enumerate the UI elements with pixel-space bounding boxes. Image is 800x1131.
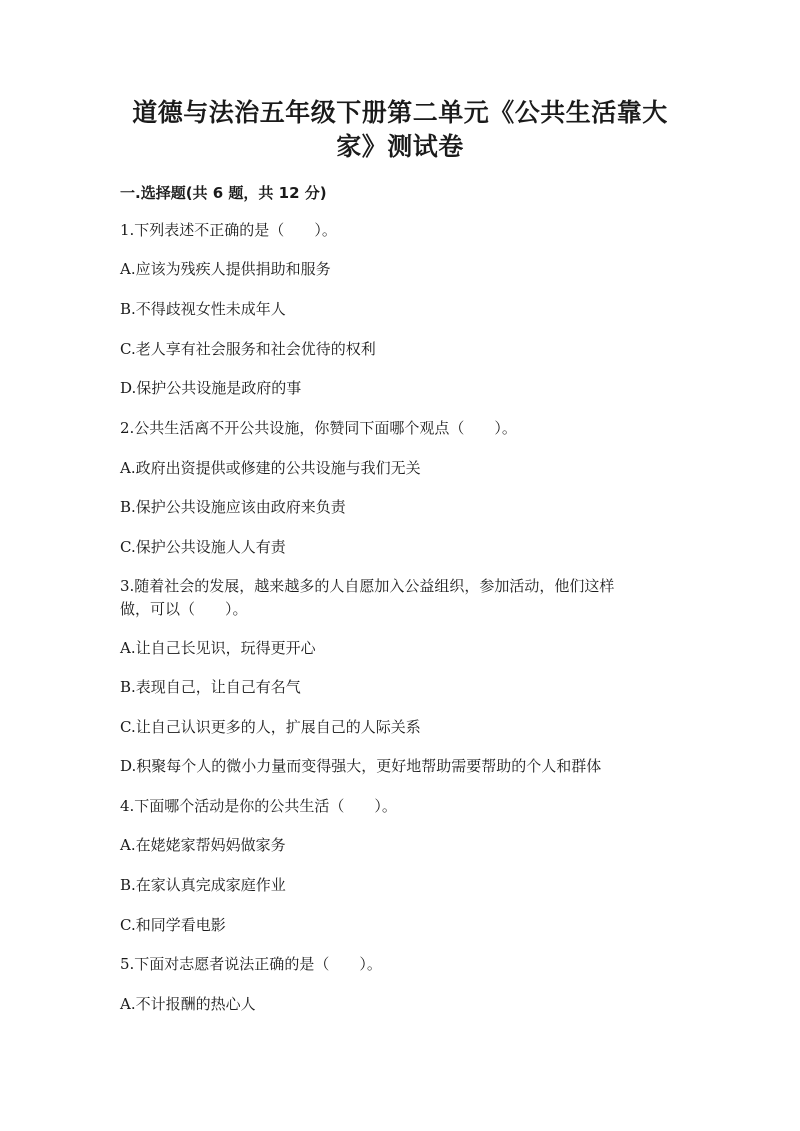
- document-title-line-2: 家》测试卷: [336, 132, 464, 161]
- question-4-stem: 4.下面哪个活动是你的公共生活（ ）。: [120, 797, 397, 815]
- question-3-stem-line-2: 做，可以（ ）。: [120, 600, 248, 618]
- question-2-option-b: B.保护公共设施应该由政府来负责: [120, 498, 346, 516]
- question-5-stem: 5.下面对志愿者说法正确的是（ ）。: [120, 955, 382, 973]
- question-5-option-a: A.不计报酬的热心人: [120, 995, 256, 1013]
- question-4-option-a: A.在姥姥家帮妈妈做家务: [120, 836, 286, 854]
- question-2-option-c: C.保护公共设施人人有责: [120, 538, 286, 556]
- section-heading: 一.选择题(共 6 题，共 12 分): [120, 184, 327, 202]
- question-4-option-c: C.和同学看电影: [120, 916, 226, 934]
- question-1-option-a: A.应该为残疾人提供捐助和服务: [120, 260, 331, 278]
- document-title-line-1: 道德与法治五年级下册第二单元《公共生活靠大: [132, 98, 668, 127]
- question-3-stem-line-1: 3.随着社会的发展，越来越多的人自愿加入公益组织，参加活动，他们这样: [120, 577, 615, 595]
- question-3-option-a: A.让自己长见识，玩得更开心: [120, 639, 316, 657]
- question-2-stem: 2.公共生活离不开公共设施，你赞同下面哪个观点（ ）。: [120, 419, 517, 437]
- question-3-option-c: C.让自己认识更多的人，扩展自己的人际关系: [120, 718, 421, 736]
- question-2-option-a: A.政府出资提供或修建的公共设施与我们无关: [120, 459, 421, 477]
- question-1-option-c: C.老人享有社会服务和社会优待的权利: [120, 340, 376, 358]
- question-1-option-b: B.不得歧视女性未成年人: [120, 300, 286, 318]
- question-4-option-b: B.在家认真完成家庭作业: [120, 876, 286, 894]
- question-3-option-b: B.表现自己，让自己有名气: [120, 678, 301, 696]
- question-1-option-d: D.保护公共设施是政府的事: [120, 379, 302, 397]
- question-3-option-d: D.积聚每个人的微小力量而变得强大，更好地帮助需要帮助的个人和群体: [120, 757, 602, 775]
- question-1-stem: 1.下列表述不正确的是（ ）。: [120, 221, 337, 239]
